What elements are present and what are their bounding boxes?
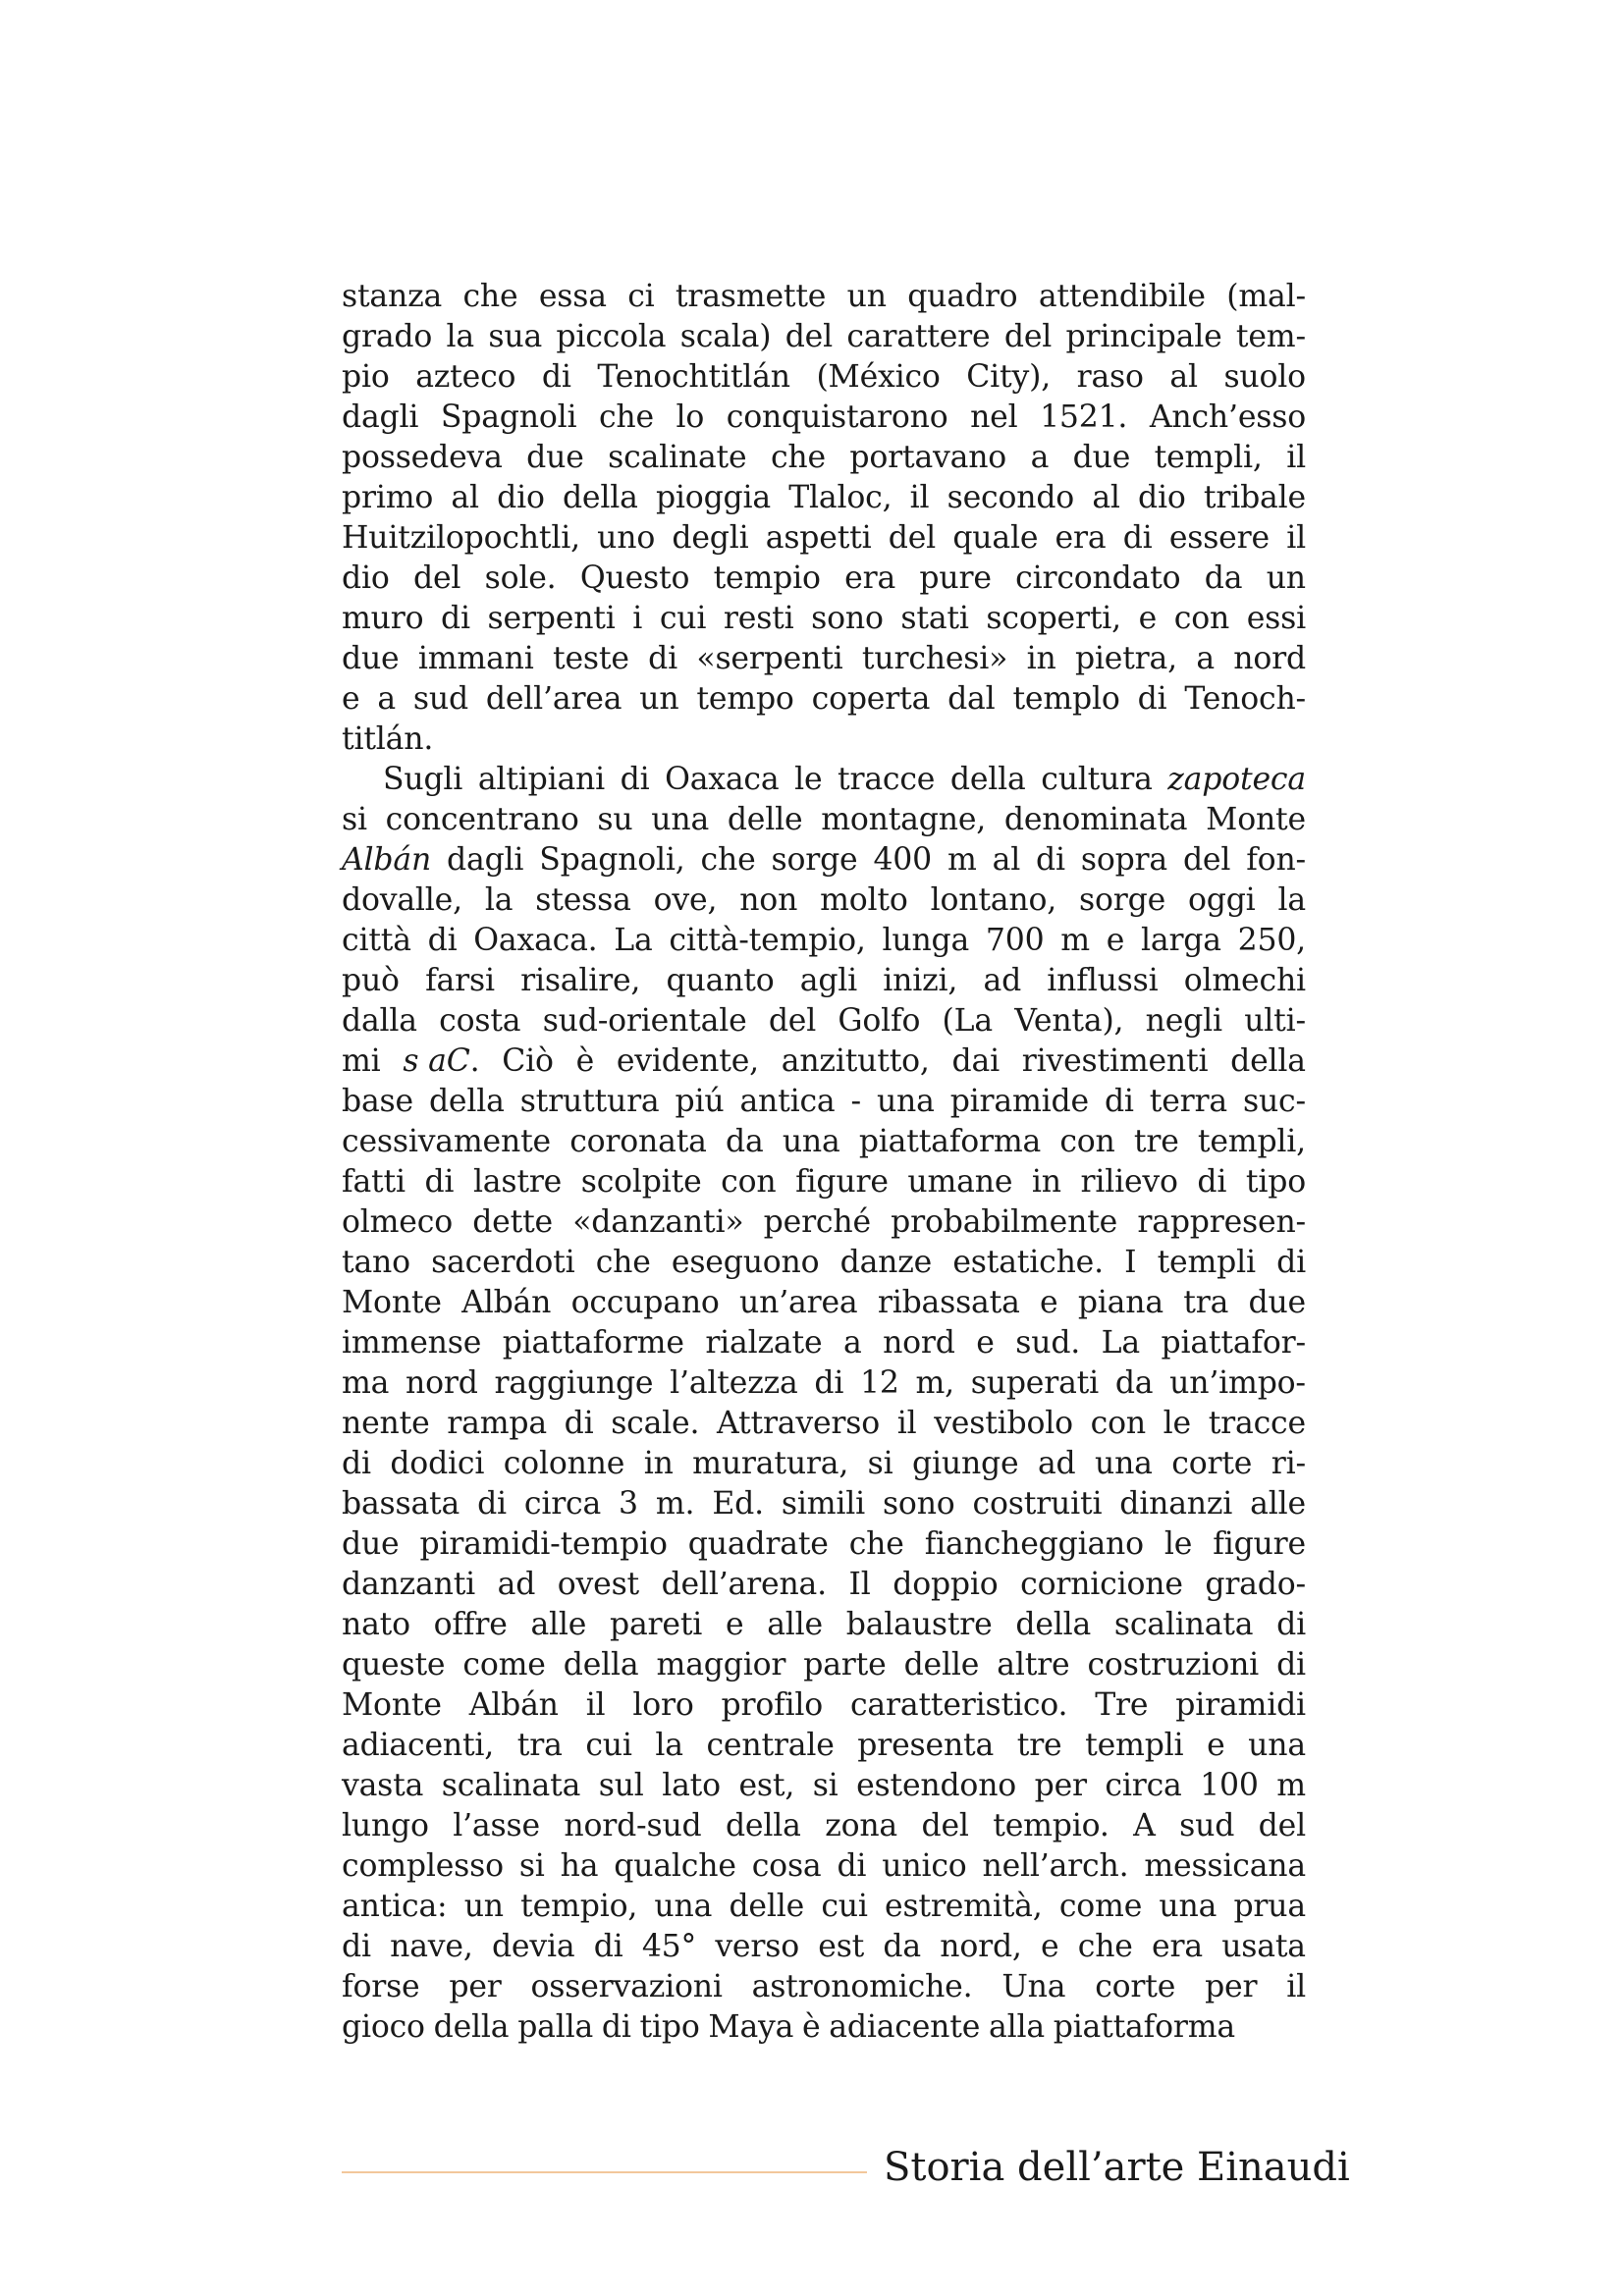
text-line: olmeco dette «danzanti» perché probabilmente rappresen- bbox=[342, 1204, 1306, 1240]
text-line: può farsi risalire, quanto agli inizi, ad influssi olmechi bbox=[342, 963, 1306, 998]
text-line: Monte Albán occupano un’area ribassata e piana tra due bbox=[342, 1285, 1306, 1320]
text-line: nato offre alle pareti e alle balaustre della scalinata di bbox=[342, 1607, 1306, 1642]
text-line: Monte Albán il loro profilo caratteristico. Tre piramidi bbox=[342, 1687, 1306, 1723]
text-line: dio del sole. Questo tempio era pure circondato da un bbox=[342, 561, 1306, 596]
text-line: adiacenti, tra cui la centrale presenta tre templi e una bbox=[342, 1728, 1306, 1763]
text-line: fatti di lastre scolpite con figure umane in rilievo di tipo bbox=[342, 1164, 1306, 1200]
text-line: Sugli altipiani di Oaxaca le tracce della cultura zapoteca bbox=[383, 762, 1306, 797]
text-line: due immani teste di «serpenti turchesi» in pietra, a nord bbox=[342, 641, 1306, 676]
text-line: mi s aC. Ciò è evidente, anzitutto, dai rivestimenti della bbox=[342, 1043, 1306, 1079]
text-line: forse per osservazioni astronomiche. Una corte per il bbox=[342, 1969, 1306, 2004]
text-line: danzanti ad ovest dell’arena. Il doppio cornicione grado- bbox=[342, 1567, 1306, 1602]
text-line: di dodici colonne in muratura, si giunge ad una corte ri- bbox=[342, 1446, 1306, 1481]
text-line: bassata di circa 3 m. Ed. simili sono costruiti dinanzi alle bbox=[342, 1486, 1306, 1522]
text-line: primo al dio della pioggia Tlaloc, il secondo al dio tribale bbox=[342, 480, 1306, 515]
text-line: dovalle, la stessa ove, non molto lontano, sorge oggi la bbox=[342, 882, 1306, 918]
text-line: pio azteco di Tenochtitlán (México City), raso al suolo bbox=[342, 359, 1306, 395]
text-line: di nave, devia di 45° verso est da nord, e che era usata bbox=[342, 1929, 1306, 1964]
paragraph bbox=[342, 760, 1306, 2048]
text-line: stanza che essa ci trasmette un quadro attendibile (mal- bbox=[342, 279, 1306, 314]
body-text bbox=[342, 277, 1306, 2048]
text-line: e a sud dell’area un tempo coperta dal templo di Tenoch- bbox=[342, 681, 1306, 717]
text-line: ma nord raggiunge l’altezza di 12 m, superati da un’impo- bbox=[342, 1365, 1306, 1401]
paragraph bbox=[342, 277, 1306, 760]
text-line: gioco della palla di tipo Maya è adiacente alla piattaforma bbox=[342, 2009, 1235, 2045]
text-line: tano sacerdoti che eseguono danze estatiche. I templi di bbox=[342, 1245, 1306, 1280]
text-line: vasta scalinata sul lato est, si estendono per circa 100 m bbox=[342, 1768, 1306, 1803]
text-line: complesso si ha qualche cosa di unico nell’arch. messicana bbox=[342, 1848, 1306, 1884]
text-line: antica: un tempio, una delle cui estremità, come una prua bbox=[342, 1889, 1306, 1924]
text-line: dagli Spagnoli che lo conquistarono nel 1521. Anch’esso bbox=[342, 400, 1306, 435]
text-line: Huitzilopochtli, uno degli aspetti del quale era di essere il bbox=[342, 520, 1306, 556]
text-line: nente rampa di scale. Attraverso il vestibolo con le tracce bbox=[342, 1406, 1306, 1441]
text-line: queste come della maggior parte delle altre costruzioni di bbox=[342, 1647, 1306, 1682]
text-line: possedeva due scalinate che portavano a due templi, il bbox=[342, 440, 1306, 475]
text-line: dalla costa sud-orientale del Golfo (La Venta), negli ulti- bbox=[342, 1003, 1306, 1039]
text-line: cessivamente coronata da una piattaforma con tre templi, bbox=[342, 1124, 1306, 1159]
text-line: titlán. bbox=[342, 721, 434, 757]
text-line: città di Oaxaca. La città-tempio, lunga 700 m e larga 250, bbox=[342, 923, 1306, 958]
text-line: base della struttura piú antica - una piramide di terra suc- bbox=[342, 1084, 1306, 1119]
text-line: si concentrano su una delle montagne, denominata Monte bbox=[342, 802, 1306, 837]
footer-title: Storia dell’arte Einaudi bbox=[884, 2145, 1350, 2190]
footer-rule bbox=[342, 2171, 867, 2173]
text-line: muro di serpenti i cui resti sono stati scoperti, e con essi bbox=[342, 601, 1306, 636]
text-line: lungo l’asse nord-sud della zona del tempio. A sud del bbox=[342, 1808, 1306, 1843]
text-line: immense piattaforme rialzate a nord e sud. La piattafor- bbox=[342, 1325, 1306, 1361]
text-line: Albán dagli Spagnoli, che sorge 400 m al di sopra del fon- bbox=[342, 842, 1306, 878]
text-line: due piramidi-tempio quadrate che fiancheggiano le figure bbox=[342, 1526, 1306, 1562]
text-line: grado la sua piccola scala) del carattere del principale tem- bbox=[342, 319, 1306, 354]
